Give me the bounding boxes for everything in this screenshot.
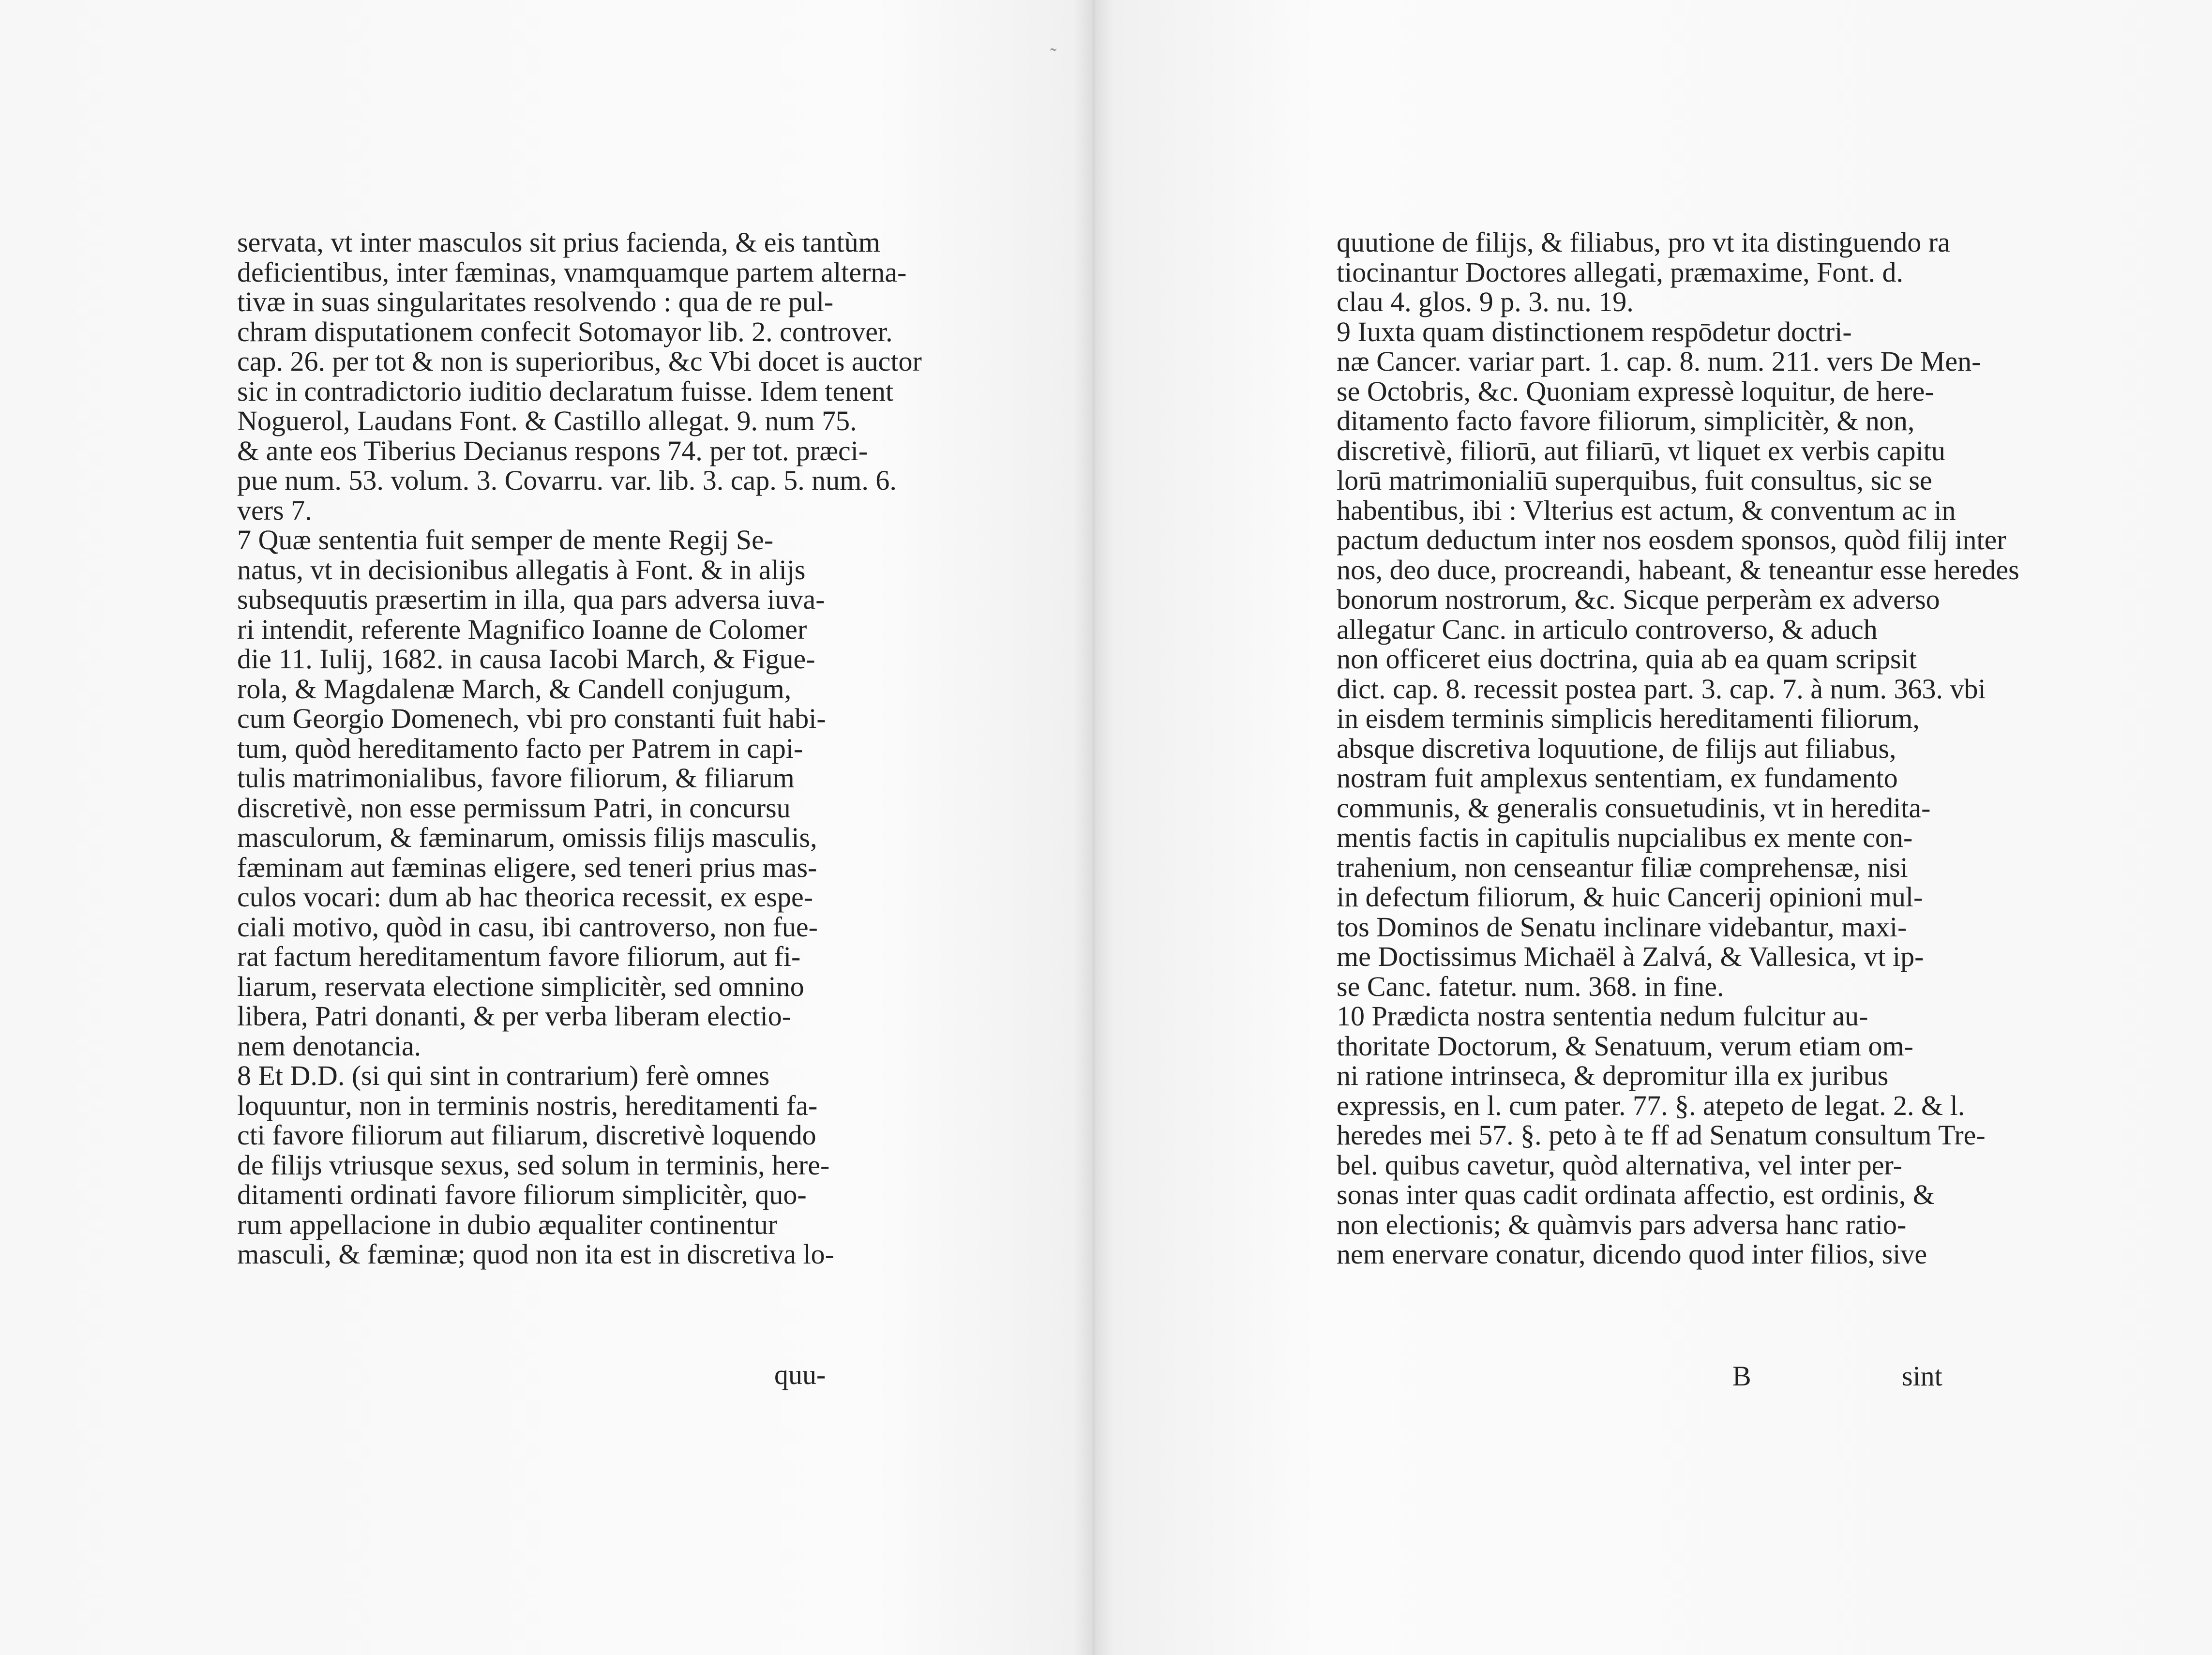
text-line: lorū matrimonialiū superquibus, fuit consultus, sic se	[1337, 465, 1932, 496]
text-line: rola, & Magdalenæ March, & Candell conjugum,	[237, 673, 792, 705]
text-line: loquuntur, non in terminis nostris, hereditamenti fa-	[237, 1089, 818, 1121]
text-line: clau 4. glos. 9 p. 3. nu. 19.	[1337, 286, 1634, 317]
text-line: vers 7.	[237, 494, 312, 526]
text-line: nostram fuit amplexus sententiam, ex fundamento	[1337, 762, 1898, 794]
left-catchword: quu-	[774, 1359, 826, 1390]
text-line: 7 Quæ sententia fuit semper de mente Regij Se-	[237, 524, 774, 556]
text-line: deficientibus, inter fæminas, vnamquamque partem alterna-	[237, 256, 907, 288]
signature-mark: B	[1732, 1360, 1751, 1392]
text-line: cum Georgio Domenech, vbi pro constanti fuit habi-	[237, 703, 826, 734]
text-line: fæminam aut fæminas eligere, sed teneri prius mas-	[237, 851, 817, 883]
text-line: pue num. 53. volum. 3. Covarru. var. lib. 3. cap. 5. num. 6.	[237, 465, 897, 496]
text-line: de filijs vtriusque sexus, sed solum in terminis, here-	[237, 1149, 830, 1181]
text-line: sic in contradictorio iuditio declaratum fuisse. Idem tenent	[237, 375, 894, 407]
text-line: ditamento facto favore filiorum, simplicitèr, & non,	[1337, 405, 1915, 436]
text-line: nem enervare conatur, dicendo quod inter filios, sive	[1337, 1238, 1927, 1270]
left-text-column	[237, 226, 922, 1270]
text-line: quutione de filijs, & filiabus, pro vt ita distinguendo ra	[1337, 226, 1950, 258]
text-line: servata, vt inter masculos sit prius facienda, & eis tantùm	[237, 226, 880, 258]
text-line: in defectum filiorum, & huic Cancerij opinioni mul-	[1337, 881, 1923, 913]
text-line: habentibus, ibi : Vlterius est actum, & conventum ac in	[1337, 494, 1956, 526]
binding-mark: ˜	[1050, 44, 1057, 66]
text-line: communis, & generalis consuetudinis, vt in heredita-	[1337, 792, 1931, 824]
text-line: nos, deo duce, procreandi, habeant, & teneantur esse heredes	[1337, 554, 2019, 586]
text-line: 8 Et D.D. (si qui sint in contrarium) ferè omnes	[237, 1060, 770, 1091]
text-line: masculorum, & fæminarum, omissis filijs masculis,	[237, 822, 817, 853]
text-line: ri intendit, referente Magnifico Ioanne de Colomer	[237, 613, 807, 645]
text-line: masculi, & fæminæ; quod non ita est in discretiva lo-	[237, 1238, 834, 1270]
text-line: natus, vt in decisionibus allegatis à Font. & in alijs	[237, 554, 806, 586]
text-line: tos Dominos de Senatu inclinare videbantur, maxi-	[1337, 911, 1907, 943]
text-line: bel. quibus cavetur, quòd alternativa, vel inter per-	[1337, 1149, 1902, 1181]
text-line: nem denotancia.	[237, 1030, 421, 1062]
text-line: culos vocari: dum ab hac theorica recessit, ex espe-	[237, 881, 813, 913]
text-line: næ Cancer. variar part. 1. cap. 8. num. 211. vers De Men-	[1337, 346, 1981, 377]
text-line: bonorum nostrorum, &c. Sicque perperàm ex adverso	[1337, 584, 1940, 615]
text-line: tiocinantur Doctores allegati, præmaxime, Font. d.	[1337, 256, 1904, 288]
text-line: ciali motivo, quòd in casu, ibi cantroverso, non fue-	[237, 911, 818, 943]
text-line: die 11. Iulij, 1682. in causa Iacobi March, & Figue-	[237, 643, 815, 675]
text-line: Noguerol, Laudans Font. & Castillo allegat. 9. num 75.	[237, 405, 857, 436]
text-line: cap. 26. per tot & non is superioribus, &c Vbi docet is auctor	[237, 346, 922, 377]
text-line: tulis matrimonialibus, favore filiorum, & filiarum	[237, 762, 795, 794]
text-line: mentis factis in capitulis nupcialibus ex mente con-	[1337, 822, 1913, 853]
text-line: rat factum hereditamentum favore filiorum, aut fi-	[237, 941, 801, 972]
text-line: & ante eos Tiberius Decianus respons 74. per tot. præci-	[237, 435, 868, 466]
text-line: liarum, reservata electione simplicitèr, sed omnino	[237, 970, 804, 1002]
left-page	[0, 0, 1094, 1655]
text-line: in eisdem terminis simplicis hereditamenti filiorum,	[1337, 703, 1920, 734]
text-line: 9 Iuxta quam distinctionem respōdetur doctri-	[1337, 316, 1852, 347]
text-line: non electionis; & quàmvis pars adversa hanc ratio-	[1337, 1208, 1907, 1240]
text-line: thoritate Doctorum, & Senatuum, verum etiam om-	[1337, 1030, 1913, 1062]
text-line: rum appellacione in dubio æqualiter continentur	[237, 1208, 778, 1240]
text-line: chram disputationem confecit Sotomayor lib. 2. controver.	[237, 316, 893, 347]
text-line: absque discretiva loquutione, de filijs aut filiabus,	[1337, 732, 1896, 764]
text-line: se Canc. fatetur. num. 368. in fine.	[1337, 970, 1724, 1002]
text-line: allegatur Canc. in articulo controverso, & aduch	[1337, 613, 1878, 645]
text-line: tum, quòd hereditamento facto per Patrem in capi-	[237, 732, 803, 764]
text-line: pactum deductum inter nos eosdem sponsos, quòd filij inter	[1337, 524, 2006, 556]
text-line: discretivè, filiorū, aut filiarū, vt liquet ex verbis capitu	[1337, 435, 1945, 466]
text-line: trahenium, non censeantur filiæ comprehensæ, nisi	[1337, 851, 1908, 883]
text-line: expressis, en l. cum pater. 77. §. atepeto de legat. 2. & l.	[1337, 1089, 1965, 1121]
right-catchword: sint	[1902, 1360, 1942, 1392]
right-text-column	[1337, 226, 2019, 1270]
text-line: ditamenti ordinati favore filiorum simplicitèr, quo-	[237, 1179, 807, 1210]
text-line: dict. cap. 8. recessit postea part. 3. cap. 7. à num. 363. vbi	[1337, 673, 1986, 705]
book-gutter	[1073, 0, 1114, 1655]
text-line: discretivè, non esse permissum Patri, in concursu	[237, 792, 791, 824]
text-line: se Octobris, &c. Quoniam expressè loquitur, de here-	[1337, 375, 1934, 407]
text-line: ni ratione intrinseca, & depromitur illa ex juribus	[1337, 1060, 1889, 1091]
text-line: sonas inter quas cadit ordinata affectio, est ordinis, &	[1337, 1179, 1935, 1210]
text-line: tivæ in suas singularitates resolvendo : qua de re pul-	[237, 286, 834, 317]
text-line: cti favore filiorum aut filiarum, discretivè loquendo	[237, 1119, 816, 1151]
text-line: libera, Patri donanti, & per verba liberam electio-	[237, 1000, 792, 1032]
text-line: subsequutis præsertim in illa, qua pars adversa iuva-	[237, 584, 825, 615]
text-line: 10 Prædicta nostra sententia nedum fulcitur au-	[1337, 1000, 1868, 1032]
text-line: non officeret eius doctrina, quia ab ea quam scripsit	[1337, 643, 1917, 675]
text-line: me Doctissimus Michaël à Zalvá, & Vallesica, vt ip-	[1337, 941, 1924, 972]
text-line: heredes mei 57. §. peto à te ff ad Senatum consultum Tre-	[1337, 1119, 1986, 1151]
